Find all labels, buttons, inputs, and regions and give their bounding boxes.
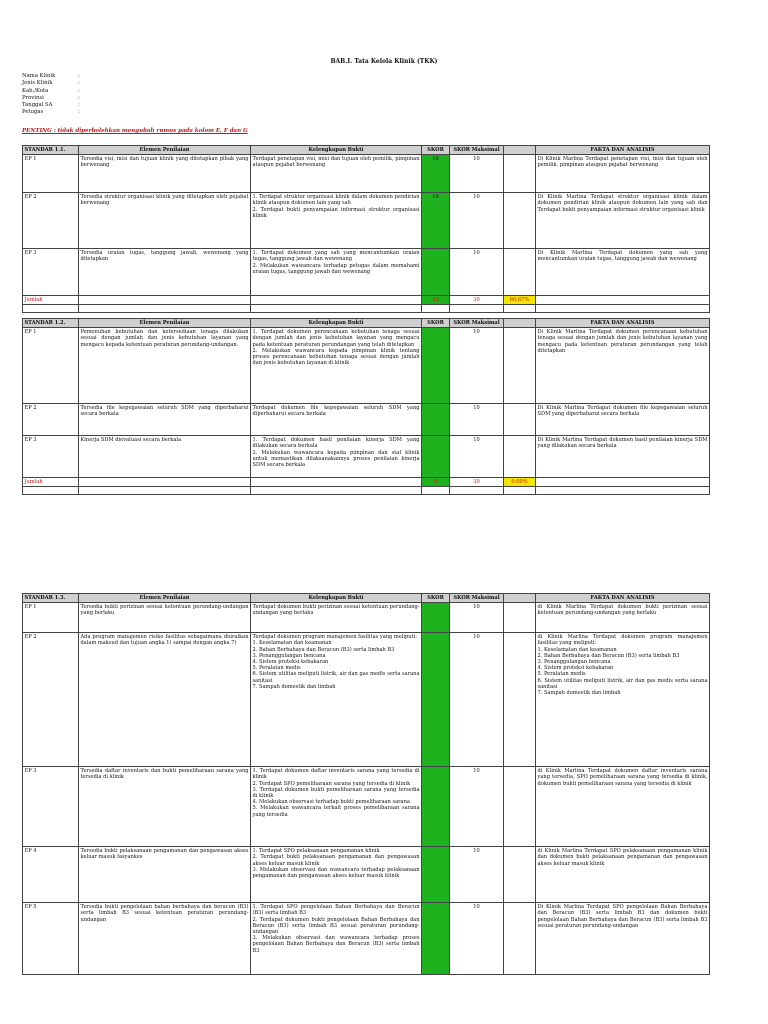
spacer-cell [23, 487, 79, 495]
text-line: Di Klinik Marlina Terdapat dokumen perencanaan kebutuhan tenaga sesuai dengan jumlah dan jenis kebutuhan layanan yang mengacu pada ketentuan peraturan perundangan yang telah ditetapkan [537, 329, 708, 354]
kelengkapan-bukti [251, 633, 422, 767]
spacer-cell [504, 487, 536, 495]
fakta-analisis[interactable] [536, 603, 710, 633]
text-line: Di Klinik Marlina Terdapat penetapan visi, misi dan tujuan oleh pemilik, pimpinan ataupun pejabat berwenang [537, 156, 708, 169]
blank-cell [504, 155, 536, 193]
elemen-penilaian: Ada program manajemen risiko fasilitas sebagaimana diuraikan dalam maksud dan tujuan angka 1) sampai dengan angka 7) [79, 633, 251, 767]
standard-label: STANDAR 1.2. [23, 319, 79, 328]
blank-cell [504, 328, 536, 404]
fakta-analisis[interactable] [536, 847, 710, 903]
meta-label: Provinsi [22, 94, 44, 101]
spacer-cell [422, 305, 450, 313]
fakta-analisis[interactable] [536, 767, 710, 847]
ep-label: EP 3 [23, 767, 79, 847]
score-max: 10 [450, 404, 504, 436]
standard-table [22, 145, 710, 313]
blank-cell [504, 603, 536, 633]
score-max: 10 [450, 633, 504, 767]
total-blank [79, 478, 251, 487]
meta-label: Tanggal SA [22, 102, 53, 109]
total-max: 30 [450, 296, 504, 305]
elemen-penilaian: Tersedia struktur organisasi klinik yang ditetapkan oleh pejabat berwenang [79, 193, 251, 249]
text-line: 4. Sistem proteksi kebakaran [252, 659, 329, 666]
text-line: 1. Keselamatan dan keamanan [252, 640, 332, 647]
kelengkapan-bukti [251, 193, 422, 249]
header-kelengkapan: Kelengkapan Bukti [251, 594, 422, 603]
score-input[interactable] [422, 847, 450, 903]
total-blank [536, 296, 710, 305]
warning-note: PENTING : tidak diperbolehkan mengubah rumus pada kolom E, F dan G [22, 128, 248, 134]
spacer-cell [79, 305, 251, 313]
elemen-penilaian: Tersedia bukti pelaksanaan pengamanan dan pengawasan akses keluar masuk fasyankes [79, 847, 251, 903]
header-skor: SKOR [422, 594, 450, 603]
ep-row [23, 847, 710, 903]
header-blank [504, 594, 536, 603]
score-max: 10 [450, 436, 504, 478]
fakta-analisis[interactable] [536, 404, 710, 436]
total-score: 20 [422, 296, 450, 305]
ep-label: EP 2 [23, 633, 79, 767]
text-line: 3. Melakukan observasi dan wawancara terhadap proses pengelolaan Bahan Berbahaya dan Beracun (B3) serta limbah B3 [252, 935, 420, 954]
kelengkapan-bukti [251, 603, 422, 633]
meta-row [22, 80, 84, 87]
document-title: BAB.I. Tata Kelola Klinik (TKK) [330, 58, 438, 65]
ep-row [23, 903, 710, 975]
spacer-cell [504, 305, 536, 313]
score-max: 10 [450, 903, 504, 975]
kelengkapan-bukti [251, 155, 422, 193]
header-blank [504, 146, 536, 155]
ep-label: EP 3 [23, 249, 79, 296]
text-line: 1. Terdapat struktur organisasi klinik dalam dokumen pendirian klinik ataupun dokumen lain yang sah [252, 194, 420, 207]
standard-label: STANDAR 1.3. [23, 594, 79, 603]
spacer-cell [251, 305, 422, 313]
fakta-analisis[interactable] [536, 155, 710, 193]
text-line: 2. Terdapat bukti penyampaian informasi struktur organisasi klinik [252, 206, 420, 219]
total-label: Jumlah [23, 296, 79, 305]
header-skor: SKOR [422, 319, 450, 328]
score-max: 10 [450, 155, 504, 193]
meta-label: Jenis Klinik [22, 80, 53, 87]
fakta-analisis[interactable] [536, 633, 710, 767]
ep-row [23, 767, 710, 847]
text-line: 2. Bahan Berbahaya dan Beracun (B3) serta limbah B3 [537, 652, 680, 659]
text-line: 4. Melakukan observasi terhadap bukti pemeliharaan sarana [252, 799, 410, 806]
text-line: di Klinik Marlina Terdapat SPO pelaksanaan pengamanan klinik dan dokumen bukti pelaksanaan pengamanan dan pengawasan akses keluar masuk klinik [537, 848, 708, 867]
ep-label: EP 1 [23, 328, 79, 404]
header-skor-maksimal: SKOR Maksimal [450, 594, 504, 603]
ep-row [23, 436, 710, 478]
blank-cell [504, 193, 536, 249]
score-input[interactable]: 10 [422, 155, 450, 193]
elemen-penilaian: Pemenuhan kebutuhan dan ketersediaan tenaga dilakukan sesuai dengan jumlah dan jenis kebutuhan layanan yang mengacu kepada ketentuan peraturan perundang-undangan. [79, 328, 251, 404]
ep-label: EP 5 [23, 903, 79, 975]
meta-colon: : [78, 102, 80, 109]
score-input[interactable] [422, 404, 450, 436]
text-line: 5. Peralatan medis [537, 671, 586, 678]
ep-row [23, 155, 710, 193]
total-percentage: 0.00% [504, 478, 536, 487]
meta-colon: : [78, 87, 80, 94]
meta-colon: : [78, 80, 80, 87]
text-line: Di Klinik Marlina Terdapat dokumen file kepegawaian seluruh SDM yang diperbaharui secara berkala [537, 405, 708, 418]
meta-row [22, 102, 84, 109]
meta-colon: : [78, 73, 80, 79]
score-input[interactable] [422, 633, 450, 767]
kelengkapan-bukti [251, 328, 422, 404]
total-percentage: 66.67% [504, 296, 536, 305]
spacer-row [23, 487, 710, 495]
text-line: di Klinik Marlina Terdapat dokumen daftar inventaris sarana yang tersedia, SPO pemeliharaan sarana yang tersedia di klinik, dokumen bukti pemeliharaan sarana yang tersedia di klinik [537, 768, 708, 787]
text-line: Terdapat dokumen file kepegawaian seluruh SDM yang diperbaharui secara berkala [252, 405, 420, 418]
standard-header-row [23, 146, 710, 155]
score-input[interactable] [422, 328, 450, 404]
text-line: 2. Melakukan wawancara terhadap petugas dalam memahami uraian tugas, tanggung jawab dan wewenang [252, 262, 420, 275]
total-blank [79, 296, 251, 305]
kelengkapan-bukti [251, 903, 422, 975]
text-line: 7. Sampah domestik dan limbah [252, 683, 336, 690]
total-label: Jumlah [23, 478, 79, 487]
header-elemen: Elemen Penilaian [79, 146, 251, 155]
ep-label: EP 1 [23, 603, 79, 633]
meta-label: Kab./Kota [22, 87, 49, 94]
ep-label: EP 2 [23, 404, 79, 436]
spacer-cell [536, 305, 710, 313]
spacer-cell [23, 305, 79, 313]
blank-cell [504, 633, 536, 767]
header-skor-maksimal: SKOR Maksimal [450, 146, 504, 155]
text-line: di Klinik Marlina Terdapat dokumen program manajemen fasilitas yang meliputi: [537, 634, 708, 647]
ep-label: EP 3 [23, 436, 79, 478]
blank-cell [504, 767, 536, 847]
meta-row [22, 73, 84, 80]
elemen-penilaian: Tersedia uraian tugas, tanggung jawab, wewenang yang ditetapkan [79, 249, 251, 296]
spacer-cell [79, 487, 251, 495]
spacer-cell [422, 487, 450, 495]
text-line: 1. Terdapat dokumen daftar inventaris sarana yang tersedia di klinik [252, 768, 420, 781]
text-line: Terdapat penetapan visi, misi dan tujuan oleh pemilik, pimpinan ataupun pejabat berwenang [252, 156, 420, 169]
clinic-meta [22, 73, 84, 117]
header-fakta: FAKTA DAN ANALISIS [536, 146, 710, 155]
score-input[interactable] [422, 767, 450, 847]
meta-colon: : [78, 109, 80, 116]
fakta-analisis[interactable] [536, 328, 710, 404]
total-row [23, 296, 710, 305]
text-line: 6. Sistem utilitas meliputi listrik, air dan gas medis serta sarana sanitasi [537, 677, 708, 690]
text-line: 2. Terdapat dokumen bukti pengelolaan Bahan Berbahaya dan Beracun (B3) serta limbah B3 sesuai peraturan perundang-undangan [252, 916, 420, 936]
text-line: Terdapat dokumen bukti perizinan sesuai ketentuan perundang-undangan yang berlaku [252, 604, 420, 617]
score-max: 10 [450, 249, 504, 296]
text-line: 3. Terdapat dokumen bukti pemeliharaan sarana yang tersedia di klinik [252, 786, 420, 800]
header-fakta: FAKTA DAN ANALISIS [536, 594, 710, 603]
score-max: 10 [450, 847, 504, 903]
kelengkapan-bukti [251, 767, 422, 847]
fakta-analisis[interactable] [536, 193, 710, 249]
elemen-penilaian: Tersedia bukti perizinan sesuai ketentuan perundang-undangan yang berlaku [79, 603, 251, 633]
total-score: 0 [422, 478, 450, 487]
elemen-penilaian: Tersedia daftar inventaris dan bukti pemeliharaan sarana yang tersedia di klinik [79, 767, 251, 847]
standard-header-row [23, 319, 710, 328]
ep-row [23, 249, 710, 296]
header-skor: SKOR [422, 146, 450, 155]
text-line: 1. Terdapat dokumen hasil penilaian kinerja SDM yang dilakukan secara berkala [252, 437, 420, 450]
meta-label: Petugas [22, 109, 44, 116]
text-line: 6. Sistem utilitas meliputi listrik, air dan gas medis serta sarana sanitasi [252, 671, 420, 684]
elemen-penilaian: Tersedia visi, misi dan tujuan klinik yang ditetapkan pihak yang berwenang [79, 155, 251, 193]
fakta-analisis[interactable] [536, 903, 710, 975]
text-line: 1. Terdapat dokumen perencanaan kebutuhan tenaga sesuai dengan jumlah dan jenis kebutuhan layanan yang mengacu pada ketentuan peraturan perundangan yang telah ditetapkan [252, 329, 420, 348]
header-fakta: FAKTA DAN ANALISIS [536, 319, 710, 328]
text-line: 2. Terdapat bukti pelaksanaan pengamanan dan pengawasan akses keluar masuk klinik [252, 854, 420, 867]
text-line: 5. Peralatan medis [252, 665, 301, 672]
text-line: 5. Melakukan wawancara terkait proses pemeliharaan sarana yang tersedia [252, 805, 420, 818]
blank-cell [504, 903, 536, 975]
meta-colon: : [78, 94, 80, 101]
text-line: 1. Keselamatan dan keamanan [537, 646, 617, 653]
standard-label: STANDAR 1.1. [23, 146, 79, 155]
ep-row [23, 404, 710, 436]
standard-header-row [23, 594, 710, 603]
spacer-row [23, 305, 710, 313]
total-blank [251, 296, 422, 305]
score-input[interactable] [422, 603, 450, 633]
text-line: 4. Sistem proteksi kebakaran [537, 665, 614, 672]
spacer-cell [450, 305, 504, 313]
text-line: 1. Terdapat dokumen yang sah yang mencantumkan uraian tugas, tanggung jawab dan wewenang [252, 250, 420, 263]
standard-table [22, 593, 710, 975]
meta-row [22, 109, 84, 116]
score-max: 10 [450, 603, 504, 633]
total-blank [251, 478, 422, 487]
header-elemen: Elemen Penilaian [79, 594, 251, 603]
header-elemen: Elemen Penilaian [79, 319, 251, 328]
text-line: Di Klinik Marlina Terdapat dokumen yang sah yang mencantumkan uraian tugas, tanggung jawab dan wewenang [537, 250, 708, 263]
ep-row [23, 633, 710, 767]
text-line: 1. Terdapat SPO pelaksanaan pengamanan klinik [252, 848, 380, 855]
meta-label: Nama Klinik [22, 73, 56, 79]
text-line: Di Klinik Marlina Terdapat dokumen hasil penilaian kinerja SDM yang dilakukan secara berkala [537, 437, 708, 450]
kelengkapan-bukti [251, 847, 422, 903]
elemen-penilaian: Tersedia file kepegawaian seluruh SDM yang diperbaharui secara berkala [79, 404, 251, 436]
ep-label: EP 1 [23, 155, 79, 193]
score-input[interactable] [422, 436, 450, 478]
score-input[interactable]: 10 [422, 193, 450, 249]
score-max: 10 [450, 193, 504, 249]
text-line: 1. Terdapat SPO pengelolaan Bahan Berbahaya dan Beracun (B3) serta limbah B3 [252, 904, 420, 917]
text-line: Di Klinik Marlina Terdapat struktur organisasi klinik dalam dokumen pendirian klinik ataupun dokumen lain yang sah dan Terdapat bukti penyampaian informasi struktur organisasi klinik [537, 194, 708, 213]
total-row [23, 478, 710, 487]
text-line: Di Klinik Marlina Terdapat SPO pengelolaan Bahan Berbahaya dan Beracun (B3) serta limbah B3 dan dokumen bukti pengelolaan Bahan Berbahaya dan Beracun (B3) serta limbah B3 sesuai peraturan perundang-undangan [537, 904, 708, 929]
header-kelengkapan: Kelengkapan Bukti [251, 146, 422, 155]
score-max: 10 [450, 767, 504, 847]
total-blank [536, 478, 710, 487]
total-max: 30 [450, 478, 504, 487]
spacer-cell [450, 487, 504, 495]
fakta-analisis[interactable] [536, 249, 710, 296]
score-input[interactable] [422, 903, 450, 975]
blank-cell [504, 404, 536, 436]
kelengkapan-bukti [251, 249, 422, 296]
text-line: 2. Melakukan wawancara kepada pimpinan klinik tentang proses perencanaan kebutuhan tenaga sesuai dengan jumlah dan jenis kebutuhan layanan di klinik [252, 347, 420, 367]
score-input[interactable] [422, 249, 450, 296]
kelengkapan-bukti [251, 436, 422, 478]
meta-row [22, 88, 84, 95]
text-line: 7. Sampah domestik dan limbah [537, 690, 621, 697]
score-max: 10 [450, 328, 504, 404]
blank-cell [504, 847, 536, 903]
spacer-cell [536, 487, 710, 495]
header-skor-maksimal: SKOR Maksimal [450, 319, 504, 328]
ep-row [23, 193, 710, 249]
text-line: 3. Penanggulangan bencana [252, 652, 326, 659]
header-blank [504, 319, 536, 328]
header-kelengkapan: Kelengkapan Bukti [251, 319, 422, 328]
text-line: 2. Terdapat SPO pemeliharaan sarana yang tersedia di klinik [252, 780, 411, 787]
text-line: 3. Penanggulangan bencana [537, 659, 611, 666]
ep-row [23, 603, 710, 633]
kelengkapan-bukti [251, 404, 422, 436]
ep-label: EP 2 [23, 193, 79, 249]
blank-cell [504, 249, 536, 296]
meta-row [22, 95, 84, 102]
blank-cell [504, 436, 536, 478]
text-line: 2. Melakukan wawancara kepada pimpinan dan staf klinik untuk memastikan dilaksanakannya proses penilaian kinerja SDM secara berkala [252, 449, 420, 469]
text-line: di Klinik Marlina Terdapat dokumen bukti perizinan sesuai ketentuan perundang-undangan yang berlaku [537, 604, 708, 617]
elemen-penilaian: Tersedia bukti pengelolaan bahan berbahaya dan beracun (B3) serta limbah B3 sesuai ketentuan peraturan perundang-undangan [79, 903, 251, 975]
text-line: Terdapat dokumen program manajemen fasilitas yang meliputi: [252, 634, 417, 641]
spacer-cell [251, 487, 422, 495]
elemen-penilaian: Kinerja SDM dievaluasi secara berkala [79, 436, 251, 478]
ep-label: EP 4 [23, 847, 79, 903]
text-line: 2. Bahan Berbahaya dan Beracun (B3) serta limbah B3 [252, 646, 395, 653]
fakta-analisis[interactable] [536, 436, 710, 478]
standard-table [22, 318, 710, 495]
ep-row [23, 328, 710, 404]
text-line: 3. Melakukan observasi dan wawancara terhadap pelaksanaan pengamanan dan pengawasan akses keluar masuk klinik [252, 866, 420, 880]
